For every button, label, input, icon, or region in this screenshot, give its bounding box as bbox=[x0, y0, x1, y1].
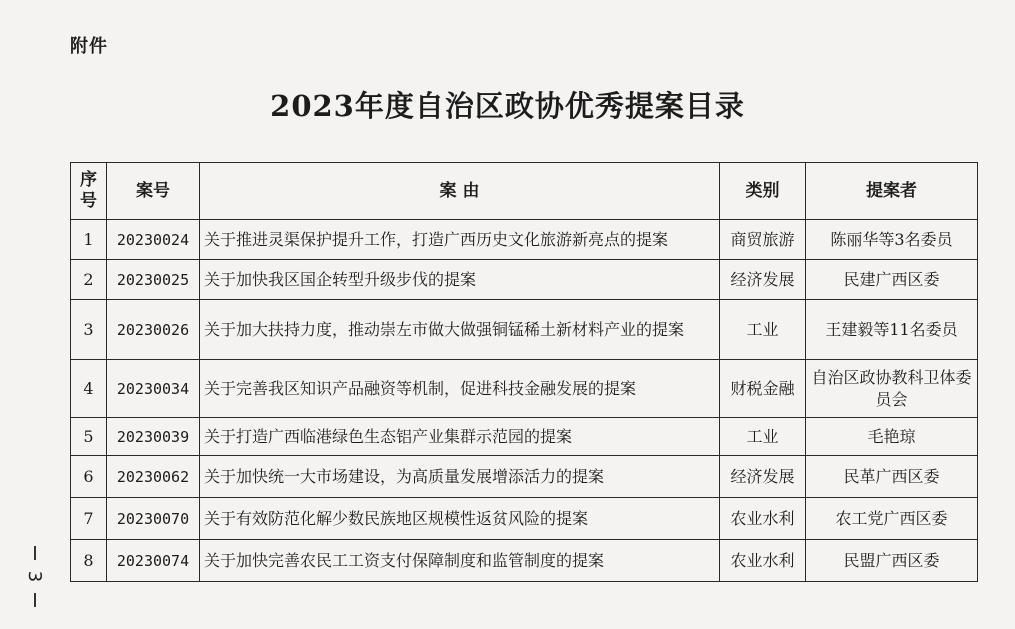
header-seq-line1: 序 bbox=[80, 170, 97, 190]
page-number-dash-bottom bbox=[34, 593, 36, 607]
cell-category: 商贸旅游 bbox=[720, 220, 806, 260]
cell-proposer: 自治区政协教科卫体委员会 bbox=[806, 360, 978, 418]
cell-seq: 4 bbox=[71, 360, 107, 418]
cell-seq: 2 bbox=[71, 260, 107, 300]
cell-code: 20230074 bbox=[107, 540, 200, 582]
cell-code: 20230070 bbox=[107, 498, 200, 540]
cell-seq: 1 bbox=[71, 220, 107, 260]
cell-proposer: 民盟广西区委 bbox=[806, 540, 978, 582]
cell-subject: 关于加快统一大市场建设，为高质量发展增添活力的提案 bbox=[200, 456, 720, 498]
cell-code: 20230062 bbox=[107, 456, 200, 498]
cell-proposer: 农工党广西区委 bbox=[806, 498, 978, 540]
table-row bbox=[71, 300, 978, 360]
cell-seq: 8 bbox=[71, 540, 107, 582]
proposal-table bbox=[70, 162, 978, 582]
cell-seq: 3 bbox=[71, 300, 107, 360]
table-row bbox=[71, 360, 978, 418]
cell-subject: 关于有效防范化解少数民族地区规模性返贫风险的提案 bbox=[200, 498, 720, 540]
page-title: 2023年度自治区政协优秀提案目录 bbox=[270, 89, 745, 123]
header-code: 案号 bbox=[107, 163, 200, 220]
cell-subject: 关于完善我区知识产品融资等机制，促进科技金融发展的提案 bbox=[200, 360, 720, 418]
cell-category: 工业 bbox=[720, 418, 806, 456]
cell-code: 20230025 bbox=[107, 260, 200, 300]
cell-seq: 7 bbox=[71, 498, 107, 540]
cell-category: 经济发展 bbox=[720, 456, 806, 498]
cell-proposer: 民建广西区委 bbox=[806, 260, 978, 300]
cell-subject: 关于加大扶持力度，推动崇左市做大做强铜锰稀土新材料产业的提案 bbox=[200, 300, 720, 360]
table-row bbox=[71, 456, 978, 498]
cell-proposer: 民革广西区委 bbox=[806, 456, 978, 498]
cell-code: 20230034 bbox=[107, 360, 200, 418]
cell-proposer: 毛艳琼 bbox=[806, 418, 978, 456]
header-subject: 案 由 bbox=[200, 163, 720, 220]
header-seq bbox=[71, 163, 107, 220]
table-row bbox=[71, 498, 978, 540]
table-row bbox=[71, 418, 978, 456]
header-category: 类别 bbox=[720, 163, 806, 220]
header-proposer: 提案者 bbox=[806, 163, 978, 220]
cell-seq: 5 bbox=[71, 418, 107, 456]
cell-subject: 关于加快完善农民工工资支付保障制度和监管制度的提案 bbox=[200, 540, 720, 582]
table-row bbox=[71, 220, 978, 260]
cell-category: 工业 bbox=[720, 300, 806, 360]
cell-category: 农业水利 bbox=[720, 540, 806, 582]
page-number-dash-top bbox=[34, 546, 36, 560]
table-row bbox=[71, 540, 978, 582]
cell-code: 20230026 bbox=[107, 300, 200, 360]
cell-subject: 关于打造广西临港绿色生态铝产业集群示范园的提案 bbox=[200, 418, 720, 456]
cell-code: 20230039 bbox=[107, 418, 200, 456]
cell-subject: 关于推进灵渠保护提升工作，打造广西历史文化旅游新亮点的提案 bbox=[200, 220, 720, 260]
page-number-marker bbox=[20, 546, 50, 607]
cell-seq: 6 bbox=[71, 456, 107, 498]
cell-code: 20230024 bbox=[107, 220, 200, 260]
attachment-label: 附件 bbox=[70, 36, 108, 57]
table-row bbox=[71, 260, 978, 300]
cell-subject: 关于加快我区国企转型升级步伐的提案 bbox=[200, 260, 720, 300]
cell-proposer: 陈丽华等3名委员 bbox=[806, 220, 978, 260]
page-number: 3 bbox=[24, 570, 46, 583]
cell-category: 财税金融 bbox=[720, 360, 806, 418]
table-header-row bbox=[71, 163, 978, 220]
header-seq-line2: 号 bbox=[80, 191, 97, 211]
cell-category: 农业水利 bbox=[720, 498, 806, 540]
cell-proposer: 王建毅等11名委员 bbox=[806, 300, 978, 360]
cell-category: 经济发展 bbox=[720, 260, 806, 300]
